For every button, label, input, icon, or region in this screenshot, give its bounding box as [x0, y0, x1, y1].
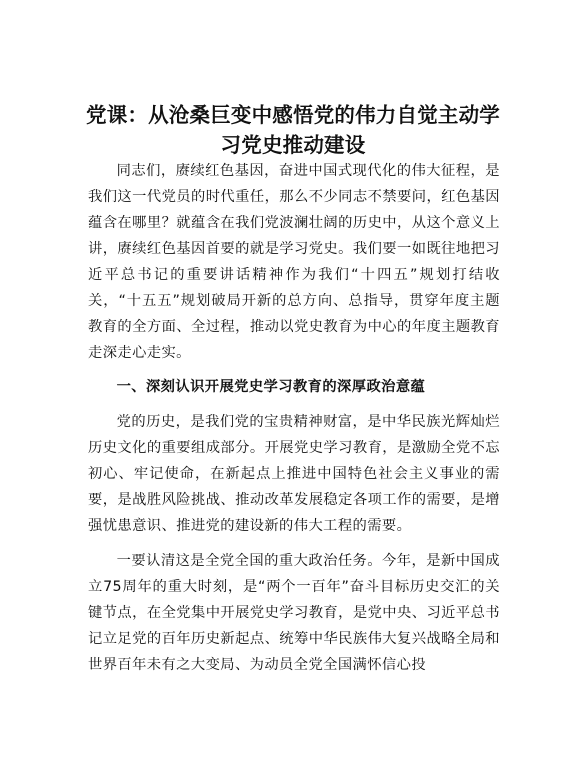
document-body	[88, 158, 500, 678]
section-heading: 一、深刻认识开展党史学习教育的深厚政治意蕴	[116, 379, 426, 395]
body-paragraph-task: 一要认清这是全党全国的重大政治任务。今年，是新中国成立75周年的重大时刻，是“两个一百年”奋斗目标历史交汇的关键节点，在全党集中开展党史学习教育，是党中央、习近平总书记立足党的百年历史新起点、统筹中华民族伟大复兴战略全局和世界百年未有之大变局、为动员全党全国满怀信心投	[88, 553, 500, 673]
document-title: 党课：从沧桑巨变中感悟党的伟力自觉主动学习党史推动建设	[86, 103, 500, 157]
intro-paragraph: 同志们，赓续红色基因，奋进中国式现代化的伟大征程，是我们这一代党员的时代重任，那么不少同志不禁要问，红色基因蕴含在哪里？就蕴含在我们党波澜壮阔的历史中，从这个意义上讲，赓续红色基因首要的就是学习党史。我们要一如既往地把习近平总书记的重要讲话精神作为我们“十四五”规划打结收关，“十五五”规划破局开新的总方向、总指导，贯穿年度主题教育的全方面、全过程，推动以党史教育为中心的年度主题教育走深走心走实。	[88, 163, 500, 361]
body-paragraph-history: 党的历史，是我们党的宝贵精神财富，是中华民族光辉灿烂历史文化的重要组成部分。开展党史学习教育，是激励全党不忘初心、牢记使命，在新起点上推进中国特色社会主义事业的需要，是战胜风险挑战、推动改革发展稳定各项工作的需要，是增强忧患意识、推进党的建设新的伟大工程的需要。	[88, 414, 500, 534]
